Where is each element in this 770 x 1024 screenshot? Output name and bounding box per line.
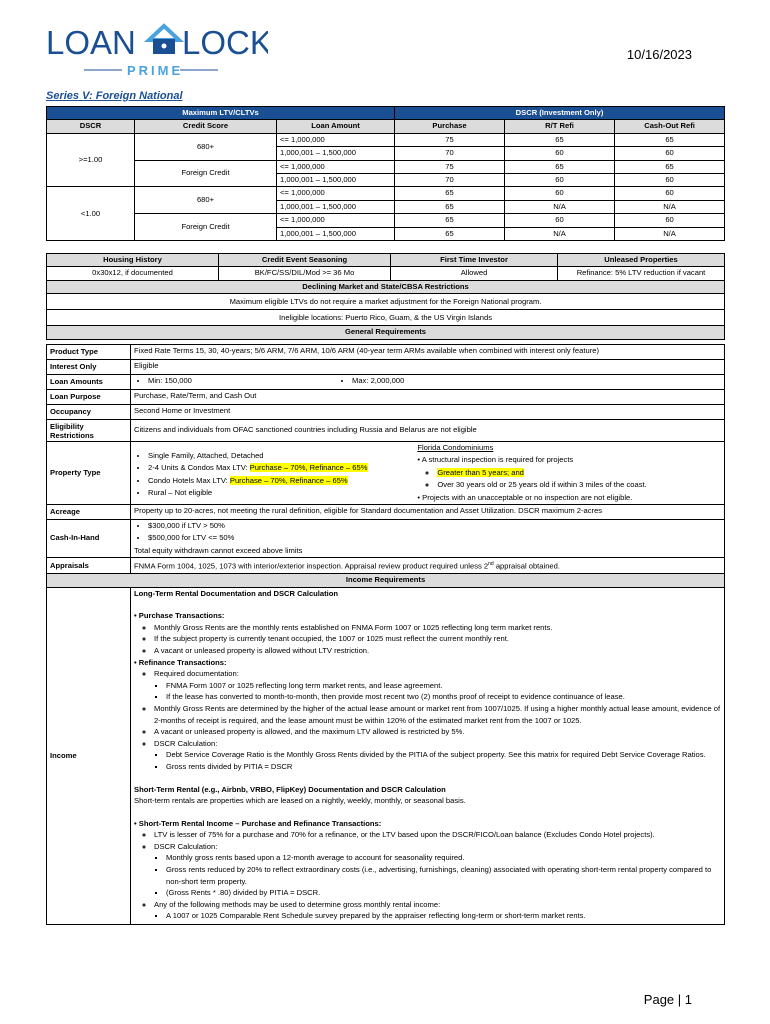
property-item: • Single Family, Attached, Detached	[148, 450, 417, 462]
value-cell: 70	[395, 174, 505, 187]
value-cell: 65	[395, 214, 505, 227]
loan-amounts-label: Loan Amounts	[47, 375, 131, 390]
table-row	[47, 133, 725, 146]
value-cell: 65	[615, 160, 725, 173]
col-header: Credit Score	[135, 120, 277, 133]
credit-cell: 680+	[135, 133, 277, 160]
unleased-properties-value: Refinance: 5% LTV reduction if vacant	[558, 267, 725, 280]
credit-cell: 680+	[135, 187, 277, 214]
logo-mark	[46, 22, 268, 80]
loan-amount-cell: <= 1,000,000	[277, 214, 395, 227]
loan-amount-cell: <= 1,000,000	[277, 133, 395, 146]
logo-sub: PRIME	[127, 63, 184, 78]
requirements-table	[46, 344, 725, 925]
dscr-cell: >=1.00	[47, 133, 135, 187]
value-cell: 65	[395, 200, 505, 213]
house-lock-icon	[149, 26, 179, 54]
value-cell: 65	[615, 133, 725, 146]
housing-history-value: 0x30x12, if documented	[47, 267, 219, 280]
table-row	[47, 160, 725, 173]
income-value: Long-Term Rental Documentation and DSCR Calculation • Purchase Transactions: ◦ Monthly Gross Rents are the monthly rents established on FNMA Form 1007 or 1025 reflecting long term market rents. ◦ If the subject property is currently tenant occupied, the 1007 or 1025 must reflect the current monthly rent. ◦ A vacant or unleased property is allowed without LTV restriction. • Refinance Transactions: ◦ Required documentation: ▪ FNMA Form 1007 or 1025 reflecting long term market rents, and lease agreement. ▪ If the lease has converted to month-to-month, then provide most recent two (2) months proof of receipt to evidence continuance of lease. ◦ Monthly Gross Rents are determined by the higher of the actual lease amount or market rent from 1007/1025. If using a higher monthly actual lease amount, evidence of 2-months of receipt is required, and the lease amount must be within 120% of the estimated market rent from the 1007 or 1025. ◦ A vacant or unleased property is allowed, and the maximum LTV allowed is restricted by 5%. ◦ DSCR Calculation: ▪ Debt Service Coverage Ratio is the Monthly Gross Rents divided by the PITIA of the subject property. See this matrix for required Debt Service Coverage Ratios. ▪ Gross rents divided by PITIA = DSCR Short-Term Rental (e.g., Airbnb, VRBO, FlipKey) Documentation and DSCR Calculation Short-term rentals are properties which are leased on a nightly, weekly, monthly, or seasonal basis. • Short-Term Rental Income – Purchase and Refinance Transactions: ◦ LTV is lesser of 75% for a purchase and 70% for a refinance, or the LTV based upon the DSCR/FICO/Loan balance (Excludes Condo Hotel projects). ◦ DSCR Calculation: ▪ Monthly gross rents based upon a 12-month average to account for seasonality required. ▪ Gross rents reduced by 20% to reflect extraordinary costs (i.e., advertising, furnishings, cleaning) associated with operating short-term rental property compared to non-short term property. ▪ (Gross Rents * .80) divided by PITIA = DSCR. ◦ Any of the following methods may be used to determine gross monthly rental income: ▪ A 1007 or 1025 Comparable Rent Schedule survey prepared by the appraiser reflecting long-term or short-term market rents.	[131, 587, 725, 924]
credit-cell: Foreign Credit	[135, 214, 277, 241]
value-cell: 60	[615, 187, 725, 200]
value-cell: 65	[395, 227, 505, 240]
general-requirements-header: General Requirements	[47, 326, 725, 339]
dscr-group-header: DSCR (Investment Only)	[395, 107, 725, 120]
document-date: 10/16/2023	[626, 47, 692, 62]
value-cell: 65	[505, 133, 615, 146]
page-number: Page | 1	[643, 992, 692, 1007]
loanlock-prime-logo	[46, 22, 268, 80]
loan-amounts-value	[131, 375, 725, 390]
value-cell: 60	[615, 214, 725, 227]
declining-market-header: Declining Market and State/CBSA Restrictions	[47, 280, 725, 293]
product-type-label: Product Type	[47, 345, 131, 360]
value-cell: 75	[395, 133, 505, 146]
declining-line: Maximum eligible LTVs do not require a market adjustment for the Foreign National program.	[47, 294, 725, 310]
loan-amount-cell: 1,000,001 – 1,500,000	[277, 174, 395, 187]
loan-amount-cell: 1,000,001 – 1,500,000	[277, 227, 395, 240]
logo-text-left: LOAN	[46, 24, 136, 61]
loan-min: • Min: 150,000	[148, 375, 338, 387]
col-header: Cash-Out Refi	[615, 120, 725, 133]
loan-amount-cell: <= 1,000,000	[277, 160, 395, 173]
property-type-value	[131, 442, 725, 505]
value-cell: N/A	[505, 200, 615, 213]
value-cell: 60	[505, 214, 615, 227]
value-cell: 75	[395, 160, 505, 173]
col-header: DSCR	[47, 120, 135, 133]
loan-max: • Max: 2,000,000	[352, 375, 404, 387]
cash-in-hand-value: • $300,000 if LTV > 50% • $500,000 for LTV <= 50% Total equity withdrawn cannot exceed above limits	[131, 520, 725, 558]
loan-amount-cell: 1,000,001 – 1,500,000	[277, 200, 395, 213]
acreage-label: Acreage	[47, 505, 131, 520]
table-row	[47, 214, 725, 227]
loan-amount-cell: <= 1,000,000	[277, 187, 395, 200]
interest-only-label: Interest Only	[47, 360, 131, 375]
loan-purpose-value: Purchase, Rate/Term, and Cash Out	[131, 390, 725, 405]
value-cell: N/A	[615, 227, 725, 240]
value-cell: 60	[505, 187, 615, 200]
value-cell: 65	[505, 160, 615, 173]
product-type-value: Fixed Rate Terms 15, 30, 40-years; 5/6 ARM, 7/6 ARM, 10/6 ARM (40-year term ARMs available when combined with interest only feature)	[131, 345, 725, 360]
loan-amount-cell: 1,000,001 – 1,500,000	[277, 147, 395, 160]
ltv-group-header: Maximum LTV/CLTVs	[47, 107, 395, 120]
unleased-properties-header: Unleased Properties	[558, 254, 725, 267]
value-cell: 65	[395, 187, 505, 200]
income-requirements-header: Income Requirements	[47, 574, 725, 587]
value-cell: N/A	[615, 200, 725, 213]
value-cell: 70	[395, 147, 505, 160]
credit-event-value: BK/FC/SS/DIL/Mod >= 36 Mo	[219, 267, 391, 280]
credit-cell: Foreign Credit	[135, 160, 277, 187]
occupancy-label: Occupancy	[47, 405, 131, 420]
occupancy-value: Second Home or Investment	[131, 405, 725, 420]
col-header: Loan Amount	[277, 120, 395, 133]
declining-line: Ineligible locations: Puerto Rico, Guam, & the US Virgin Islands	[47, 310, 725, 326]
dscr-cell: <1.00	[47, 187, 135, 241]
first-time-investor-header: First Time Investor	[391, 254, 558, 267]
value-cell: 60	[615, 147, 725, 160]
cash-in-hand-label: Cash-In-Hand	[47, 520, 131, 558]
property-item: • Condo Hotels Max LTV: Purchase – 70%, Refinance – 65%	[148, 475, 417, 487]
income-label: Income	[47, 587, 131, 924]
first-time-investor-value: Allowed	[391, 267, 558, 280]
value-cell: N/A	[505, 227, 615, 240]
eligibility-value: Citizens and individuals from OFAC sanctioned countries including Russia and Belarus are not eligible	[131, 420, 725, 442]
series-title: Series V: Foreign National	[46, 90, 183, 102]
loan-purpose-label: Loan Purpose	[47, 390, 131, 405]
value-cell: 60	[615, 174, 725, 187]
eligibility-label: Eligibility Restrictions	[47, 420, 131, 442]
appraisals-label: Appraisals	[47, 558, 131, 574]
property-type-label: Property Type	[47, 442, 131, 505]
table-row	[47, 187, 725, 200]
value-cell: 60	[505, 147, 615, 160]
value-cell: 60	[505, 174, 615, 187]
col-header: R/T Refi	[505, 120, 615, 133]
acreage-value: Property up to 20-acres, not meeting the rural definition, eligible for Standard documentation and Asset Utilization. DSCR maximum 2-acres	[131, 505, 725, 520]
logo-text-right: LOCK	[182, 24, 268, 61]
summary-table	[46, 253, 725, 340]
appraisals-value: FNMA Form 1004, 1025, 1073 with interior/exterior inspection. Appraisal review product required unless 2nd appraisal obtained.	[131, 558, 725, 574]
housing-history-header: Housing History	[47, 254, 219, 267]
property-item: • Rural – Not eligible	[148, 487, 417, 499]
ltv-matrix-table	[46, 106, 725, 241]
property-item: • 2-4 Units & Condos Max LTV: Purchase – 70%, Refinance – 65%	[148, 462, 417, 474]
interest-only-value: Eligible	[131, 360, 725, 375]
credit-event-header: Credit Event Seasoning	[219, 254, 391, 267]
florida-condominiums: Florida Condominiums • A structural inspection is required for projects ◦ Greater than 5 years; and ◦ Over 30 years old or 25 years old if within 3 miles of the coast. • Projects with an unacceptable or no inspection are not eligible.	[417, 442, 721, 504]
col-header: Purchase	[395, 120, 505, 133]
